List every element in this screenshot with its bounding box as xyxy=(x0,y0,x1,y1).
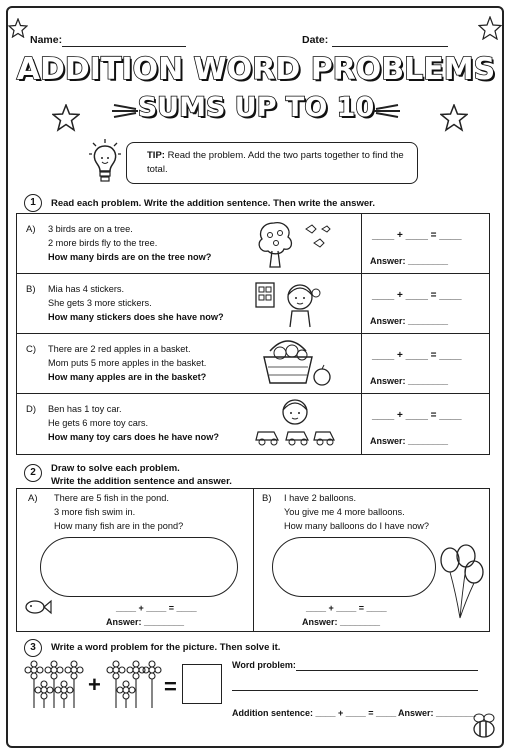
problem-letter: D) xyxy=(26,404,37,415)
problem-letter: B) xyxy=(26,284,36,295)
problem-line: He gets 6 more toy cars. xyxy=(48,418,149,428)
problem-line: Mom puts 5 more apples in the basket. xyxy=(48,358,207,368)
problem-line: There are 5 fish in the pond. xyxy=(54,493,169,503)
tip-label: TIP: xyxy=(147,150,165,161)
boy-cars-icon xyxy=(250,396,340,450)
plus-sign: + xyxy=(88,672,101,697)
problem-text xyxy=(48,282,258,324)
problem-line: 3 birds are on a tree. xyxy=(48,224,133,234)
section-1-number: 1 xyxy=(24,194,42,212)
section-2-instruction: Draw to solve each problem. xyxy=(51,463,180,474)
answer-blank[interactable]: Answer: ________ xyxy=(370,256,449,266)
addition-sentence-blank[interactable]: ____ + ____ = ____ xyxy=(372,290,462,301)
worksheet-title: ADDITION WORD PROBLEMS xyxy=(16,52,496,87)
problem-text xyxy=(54,491,234,533)
problem-line: She gets 3 more stickers. xyxy=(48,298,152,308)
problem-line: 3 more fish swim in. xyxy=(54,507,136,517)
lightbulb-icon xyxy=(88,138,122,186)
tip-text xyxy=(147,149,411,177)
problem-line: 2 more birds fly to the tree. xyxy=(48,238,158,248)
bee-icon xyxy=(468,712,500,740)
flower-icon xyxy=(106,660,162,710)
equals-sign: = xyxy=(164,674,177,699)
balloons-icon xyxy=(436,544,488,624)
name-field[interactable] xyxy=(62,46,186,47)
problem-line: You give me 4 more balloons. xyxy=(284,507,405,517)
date-field[interactable] xyxy=(332,46,448,47)
section-1-instruction: Read each problem. Write the addition sentence. Then write the answer. xyxy=(51,198,375,209)
section-3-instruction: Write a word problem for the picture. Then solve it. xyxy=(51,642,281,653)
word-problem-label: Word problem: xyxy=(232,660,296,670)
addition-sentence-blank[interactable]: ____ + ____ = ____ xyxy=(306,603,387,613)
problem-question: How many birds are on the tree now? xyxy=(48,252,212,262)
star-icon xyxy=(478,16,502,40)
star-icon xyxy=(8,18,28,38)
problem-question: How many fish are in the pond? xyxy=(54,521,184,531)
section-3-number: 3 xyxy=(24,639,42,657)
answer-blank[interactable]: Answer: ________ xyxy=(370,376,449,386)
problem-line: Ben has 1 toy car. xyxy=(48,404,122,414)
problem-question: How many balloons do I have now? xyxy=(284,521,430,531)
problem-letter: A) xyxy=(26,224,36,235)
addition-sentence-blank[interactable]: ____ + ____ = ____ xyxy=(372,410,462,421)
girl-stickers-icon xyxy=(254,277,334,329)
answer-blank[interactable]: Answer: ________ xyxy=(398,708,477,718)
word-problem-line[interactable] xyxy=(232,690,478,691)
problem-text xyxy=(48,402,268,444)
problem-question: How many apples are in the basket? xyxy=(48,372,207,382)
problem-text xyxy=(48,342,268,384)
problem-question: How many stickers does she have now? xyxy=(48,312,224,322)
problem-text xyxy=(48,222,258,264)
problem-line: Mia has 4 stickers. xyxy=(48,284,125,294)
sparkle-lines-icon xyxy=(372,100,402,122)
problem-letter: A) xyxy=(28,493,38,504)
answer-blank[interactable]: Answer: ________ xyxy=(370,436,449,446)
worksheet-subtitle: SUMS UP TO 10 xyxy=(137,92,375,123)
answer-blank[interactable]: Answer: ________ xyxy=(106,617,185,627)
addition-sentence-blank[interactable]: ____ + ____ = ____ xyxy=(372,230,462,241)
section-2-number: 2 xyxy=(24,464,42,482)
date-label: Date: xyxy=(302,34,329,46)
word-problem-line[interactable] xyxy=(296,670,478,671)
problem-letter: C) xyxy=(26,344,37,355)
problem-line: I have 2 balloons. xyxy=(284,493,357,503)
answer-blank[interactable]: Answer: ________ xyxy=(370,316,449,326)
tree-birds-icon xyxy=(252,217,336,269)
fish-icon xyxy=(24,598,52,616)
problem-question: How many toy cars does he have now? xyxy=(48,432,220,442)
name-label: Name: xyxy=(30,34,63,46)
flower-icon xyxy=(24,660,84,710)
answer-square[interactable] xyxy=(182,664,222,704)
section-2-instruction-line-2: Write the addition sentence and answer. xyxy=(51,476,232,487)
addition-sentence-blank[interactable]: ____ + ____ = ____ xyxy=(116,603,197,613)
answer-blank[interactable]: Answer: ________ xyxy=(302,617,381,627)
problem-text xyxy=(284,491,474,533)
problem-letter: B) xyxy=(262,493,272,504)
star-icon xyxy=(440,104,468,132)
addition-sentence-blank[interactable]: Addition sentence: ____ + ____ = ____ xyxy=(232,708,397,718)
tip-box xyxy=(126,142,418,184)
drawing-area[interactable] xyxy=(272,537,436,597)
tip-body: Read the problem. Add the two parts together to find the total. xyxy=(147,150,404,175)
apple-basket-icon xyxy=(256,337,336,389)
problem-line: There are 2 red apples in a basket. xyxy=(48,344,191,354)
drawing-area[interactable] xyxy=(40,537,238,597)
addition-sentence-blank[interactable]: ____ + ____ = ____ xyxy=(372,350,462,361)
sparkle-lines-icon xyxy=(110,100,140,122)
star-icon xyxy=(52,104,80,132)
